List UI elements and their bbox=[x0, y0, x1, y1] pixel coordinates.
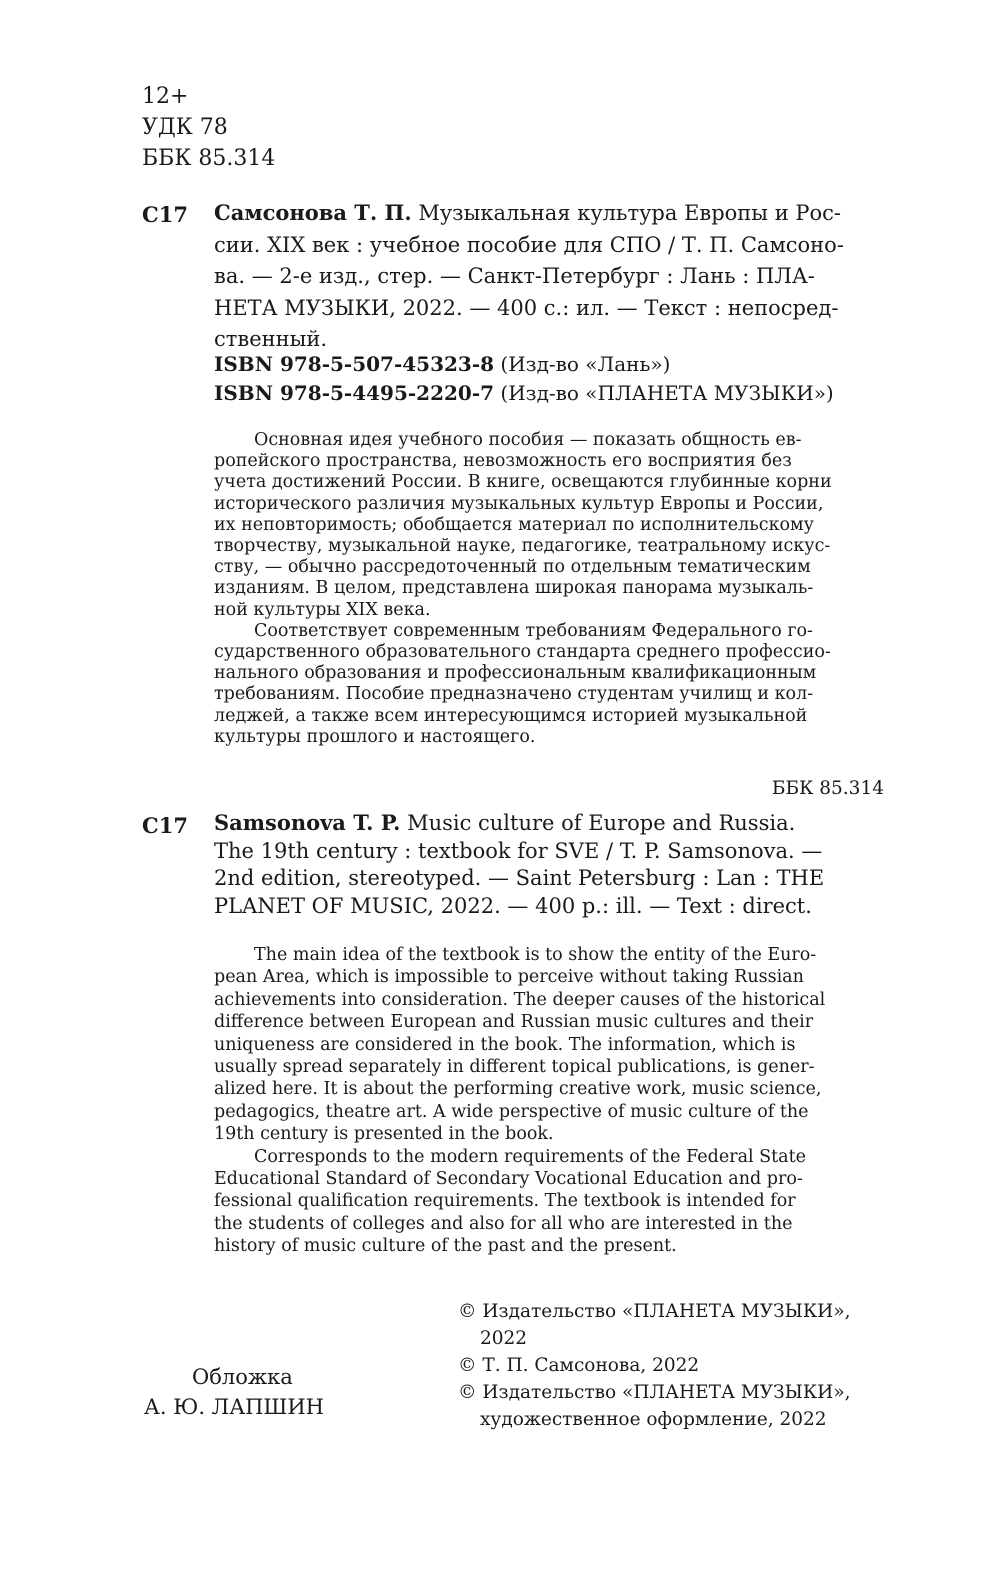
abstract-line: исторического различия музыкальных культур Европы и России, bbox=[214, 493, 824, 514]
abstract-line: difference between European and Russian music cultures and their bbox=[214, 1012, 814, 1033]
cover-label: Обложка bbox=[192, 1365, 293, 1389]
copyright-line: художественное оформление, 2022 bbox=[480, 1409, 827, 1430]
copyright-line: © Издательство «ПЛАНЕТА МУЗЫКИ», bbox=[458, 1301, 851, 1322]
abstract-line: Corresponds to the modern requirements of the Federal State bbox=[254, 1146, 807, 1167]
isbn-publisher: (Изд-во «Лань») bbox=[494, 352, 671, 376]
abstract-line: usually spread separately in different topical publications, is gener- bbox=[214, 1057, 815, 1078]
abstract-line: uniqueness are considered in the book. The information, which is bbox=[214, 1034, 796, 1055]
entry-author-en: Samsonova T. P. bbox=[214, 810, 401, 835]
abstract-ru bbox=[214, 430, 888, 748]
abstract-line: нального образования и профессиональным квалификационным bbox=[214, 663, 817, 684]
abstract-line: изданиям. В целом, представлена широкая панорама музыкаль- bbox=[214, 578, 814, 599]
abstract-en bbox=[214, 944, 888, 1258]
isbn-number: ISBN 978-5-507-45323-8 bbox=[214, 352, 495, 376]
entry-line-ru: Самсонова Т. П. Музыкальная культура Европы и Рос- bbox=[214, 200, 841, 225]
entry-line-en: PLANET OF MUSIC, 2022. — 400 p.: ill. — Text : direct. bbox=[214, 893, 812, 918]
udk-code: УДК 78 bbox=[142, 115, 228, 140]
abstract-line: fessional qualification requirements. The textbook is intended for bbox=[214, 1191, 796, 1212]
abstract-line: The main idea of the textbook is to show the entity of the Euro- bbox=[254, 945, 817, 965]
bibliographic-entry-ru bbox=[214, 197, 844, 356]
abstract-line: ропейского пространства, невозможность его восприятия без bbox=[214, 451, 792, 472]
abstract-line: Educational Standard of Secondary Vocational Education and pro- bbox=[214, 1169, 803, 1190]
abstract-line: pedagogics, theatre art. A wide perspective of music culture of the bbox=[214, 1101, 809, 1122]
abstract-line: history of music culture of the past and the present. bbox=[214, 1236, 677, 1257]
bbk-code: ББК 85.314 bbox=[142, 146, 276, 171]
abstract-line: alized here. It is about the performing creative work, music science, bbox=[214, 1079, 822, 1100]
abstract-line: требованиям. Пособие предназначено студентам училищ и кол- bbox=[214, 684, 814, 705]
entry-line-en: 2nd edition, stereotyped. — Saint Petersburg : Lan : THE bbox=[214, 866, 825, 890]
copyright-line: © Т. П. Самсонова, 2022 bbox=[458, 1355, 700, 1376]
abstract-line: achievements into consideration. The deeper causes of the historical bbox=[214, 989, 826, 1010]
cover-artist: А. Ю. ЛАПШИН bbox=[144, 1395, 324, 1419]
age-rating: 12+ bbox=[142, 84, 189, 109]
bibliographic-entry-en bbox=[214, 809, 824, 920]
entry-line-en: Samsonova T. P. Music culture of Europe and Russia. bbox=[214, 810, 796, 835]
isbn-line bbox=[214, 350, 834, 379]
abstract-line: Соответствует современным требованиям Федерального го- bbox=[254, 620, 813, 641]
abstract-line: 19th century is presented in the book. bbox=[214, 1124, 554, 1145]
abstract-line: творчеству, музыкальной науке, педагогике, театральному искус- bbox=[214, 536, 831, 557]
abstract-line: учета достижений России. В книге, освещаются глубинные корни bbox=[214, 472, 832, 493]
abstract-line: ству, — обычно рассредоточенный по отдельным тематическим bbox=[214, 557, 811, 578]
copyright-line: 2022 bbox=[480, 1328, 528, 1349]
abstract-line: культуры прошлого и настоящего. bbox=[214, 726, 536, 747]
entry-line-ru: сии. XIX век : учебное пособие для СПО / Т. П. Самсоно- bbox=[214, 232, 844, 257]
entry-line-ru: ственный. bbox=[214, 327, 328, 351]
abstract-line: их неповторимость; обобщается материал по исполнительскому bbox=[214, 514, 814, 535]
entry-line-en: The 19th century : textbook for SVE / T. P. Samsonova. — bbox=[214, 838, 823, 863]
abstract-line: pean Area, which is impossible to perceive without taking Russian bbox=[214, 967, 804, 988]
entry-author-ru: Самсонова Т. П. bbox=[214, 200, 412, 225]
copyright-block bbox=[458, 1298, 851, 1433]
abstract-line: ной культуры XIX века. bbox=[214, 599, 431, 620]
entry-line-ru: ва. — 2-е изд., стер. — Санкт-Петербург : Лань : ПЛА- bbox=[214, 264, 815, 288]
abstract-line: the students of colleges and also for all who are interested in the bbox=[214, 1213, 793, 1234]
bbk-code-right: ББК 85.314 bbox=[771, 778, 884, 799]
abstract-line: сударственного образовательного стандарта среднего профессио- bbox=[214, 642, 831, 663]
isbn-number: ISBN 978-5-4495-2220-7 bbox=[214, 381, 495, 405]
isbn-publisher: (Изд-во «ПЛАНЕТА МУЗЫКИ») bbox=[494, 381, 834, 405]
entry-line-ru: НЕТА МУЗЫКИ, 2022. — 400 с.: ил. — Текст : непосред- bbox=[214, 295, 839, 320]
copyright-line: © Издательство «ПЛАНЕТА МУЗЫКИ», bbox=[458, 1382, 851, 1403]
abstract-line: Основная идея учебного пособия — показать общность ев- bbox=[254, 430, 802, 450]
author-sign-ru: С17 bbox=[142, 202, 188, 227]
isbn-line bbox=[214, 379, 834, 408]
abstract-line: леджей, а также всем интересующимся историей музыкальной bbox=[214, 705, 808, 726]
author-sign-en: С17 bbox=[142, 813, 188, 838]
isbn-block bbox=[214, 350, 834, 408]
